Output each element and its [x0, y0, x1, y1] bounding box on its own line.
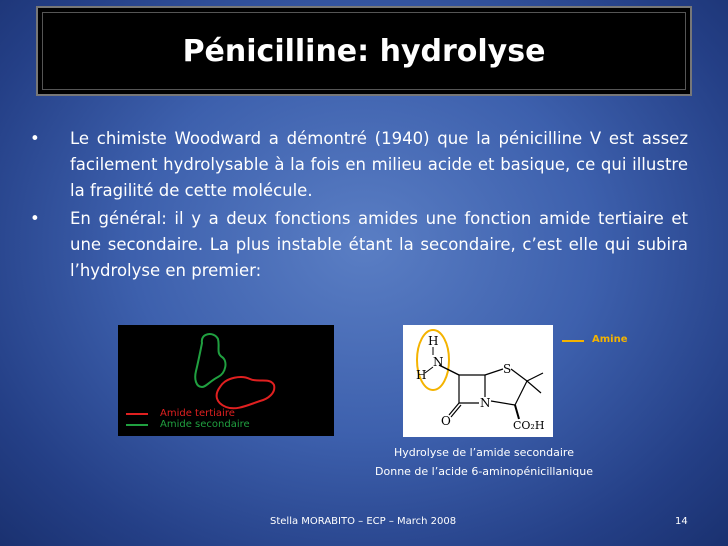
- bond: [527, 381, 541, 393]
- amine-pointer-line: [562, 340, 584, 342]
- bond: [527, 373, 543, 381]
- footer-author: Stella MORABITO – ECP – March 2008: [270, 516, 457, 527]
- footer-page-number: 14: [675, 516, 688, 527]
- amide-regions-figure: [118, 325, 334, 436]
- title-box: [36, 6, 692, 96]
- atom-n-ring: N: [480, 396, 491, 410]
- bullet-glyph: •: [30, 209, 40, 228]
- bond: [515, 381, 527, 405]
- tertiary-amide-outline: [217, 377, 275, 408]
- bond: [485, 369, 503, 375]
- atom-o: O: [441, 414, 451, 428]
- slide-title: Pénicilline: hydrolyse: [182, 34, 546, 69]
- bullet-list: [30, 126, 688, 286]
- caption-line-1: Hydrolyse de l’amide secondaire: [394, 446, 574, 459]
- legend-label-secondary: Amide secondaire: [160, 419, 250, 430]
- secondary-amide-outline: [195, 334, 225, 387]
- aminopenicillanic-acid-structure: [403, 325, 553, 437]
- bullet-item-2: [30, 206, 688, 284]
- legend-swatch-tertiary: [126, 413, 148, 415]
- atom-co2h: CO₂H: [513, 419, 545, 432]
- amine-label: Amine: [592, 334, 628, 345]
- bond: [515, 405, 519, 419]
- bond: [511, 369, 527, 381]
- caption-line-2: Donne de l’acide 6-aminopénicillanique: [375, 465, 593, 478]
- structure-drawing: [403, 325, 553, 437]
- bullet-glyph: •: [30, 129, 40, 148]
- bullet-text-1: Le chimiste Woodward a démontré (1940) que la pénicilline V est assez facilement hydrolysable à la fois en milieu acide et basique, ce qui illustre la fragilité de cette molécule.: [70, 129, 688, 200]
- legend-swatch-secondary: [126, 424, 148, 426]
- bullet-text-2: En général: il y a deux fonctions amides une fonction amide tertiaire et une secondaire. La plus instable étant la secondaire, c’est elle qui subira l’hydrolyse en premier:: [70, 209, 688, 280]
- bond: [491, 401, 515, 405]
- atom-h-top: H: [428, 334, 439, 348]
- atom-h-left: H: [416, 368, 427, 382]
- atom-n-amine: N: [433, 355, 444, 369]
- legend-label-tertiary: Amide tertiaire: [160, 408, 235, 419]
- bullet-item-1: [30, 126, 688, 204]
- atom-s: S: [503, 362, 512, 376]
